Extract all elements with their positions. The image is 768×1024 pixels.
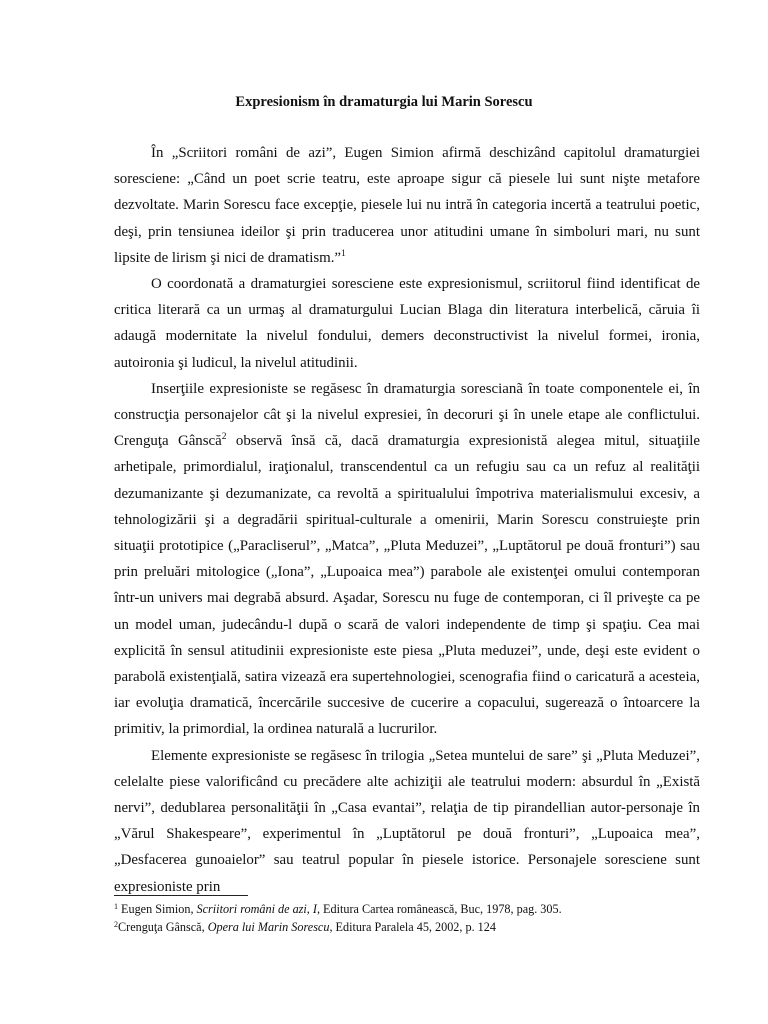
footnote-author: Eugen Simion, xyxy=(118,902,197,916)
paragraph-2: O coordonată a dramaturgiei soresciene este expresionismul, scriitorul fiind identificat de critica literară ca un urmaş al dramaturgului Lucian Blaga din literatura interbelică, căruia îi adaugă modernitate la nivelul fondului, demers deconstructivist la nivelul formei, ironia, autoironia şi ludicul, la nivelul atitudinii. xyxy=(114,276,700,371)
footnote-publication: , Editura Cartea românească, Buc, 1978, pag. 305. xyxy=(316,902,562,916)
footnote-separator xyxy=(114,895,248,896)
paragraph-1 xyxy=(114,140,700,271)
footnote-ref-1[interactable]: 1 xyxy=(341,248,346,259)
footnotes xyxy=(114,900,714,936)
document-body xyxy=(114,140,700,900)
footnote-mark: 1 xyxy=(114,902,118,911)
footnote-publication: , Editura Paralela 45, 2002, p. 124 xyxy=(329,920,496,934)
paragraph-text: În „Scriitori români de azi”, Eugen Simion afirmă deschizând capitolul dramaturgiei soresciene: „Când un poet scrie teatru, este aproape sigur că piesele lui sunt nişte metafore dezvoltate. Marin Sorescu face excepţie, piesele lui nu intră în categoria incertă a teatrului poetic, deşi, prin tensiunea ideilor şi prin traducerea unor atitudini umane în simboluri mari, nu sunt lipsite de lirism şi nici de dramatism.” xyxy=(114,145,700,266)
paragraph-text: Inserţiile expresioniste se regăsesc în dramaturgia sorescianã în toate componentele ei, în construcţia personajelor cât şi la nivelul expresiei, în decoruri şi în unele etape ale conflictului. Crenguţa Gânscă xyxy=(114,380,700,450)
footnote-author: Crenguţa Gânscă, xyxy=(118,920,208,934)
footnote-mark: 2 xyxy=(114,920,118,929)
footnote-1 xyxy=(114,900,714,918)
footnote-ref-2[interactable]: 2 xyxy=(221,432,227,443)
paragraph-3 xyxy=(114,376,700,743)
footnote-2 xyxy=(114,918,714,936)
document-title: Expresionism în dramaturgia lui Marin Sorescu xyxy=(235,94,533,110)
paragraph-text-cont: observă însă că, dacă dramaturgia expresionistă alegea mitul, situaţiile arhetipale, primordialul, iraţionalul, transcendentul ca un refugiu sau ca un refuz al realităţii dezumanizante şi dezumanizate, ca revoltă a spiritualului împotriva materialismului excesiv, a tehnologizării şi a degradării spiritual-culturale a omenirii, Marin Sorescu construieşte prin situaţii prototipice („Paracliserul”, „Matca”, „Pluta Meduzei”, „Luptătorul pe două fronturi”) sau prin preluări mitologice („Iona”, „Lupoaica mea”) parabole ale existenţei omului contemporan într-un univers mai degrabă absurd. Aşadar, Sorescu nu fuge de contemporan, ci îl priveşte ca pe un model uman, judecându-l după o scară de valori independente de timp şi spaţiu. Cea mai explicită în sensul atitudinii expresioniste este piesa „Pluta meduzei”, unde, deşi este evident o parabolă existenţială, satira vizează era supertehnologiei, scenografia fiind o caricatură a acesteia, iar evoluţia dramatică, încercările succesive de cucerire a copacului, sugerează o întoarcere la primitiv, la primordial, la ordinea naturală a lucrurilor. xyxy=(114,433,700,738)
paragraph-4: Elemente expresioniste se regăsesc în trilogia „Setea muntelui de sare” şi „Pluta Meduzei”, celelalte piese valorificând cu precădere alte achiziţii ale teatrului modern: absurdul în „Există nervi”, dedublarea personalităţii în „Casa evantai”, relaţia de tip pirandellian autor-personaje în „Vărul Shakespeare”, experimentul în „Luptătorul pe două fronturi”, „Lupoaica mea”, „Desfacerea gunoaielor” sau teatrul popular în piesele istorice. Personajele soresciene sunt expresioniste prin xyxy=(114,747,700,895)
footnote-work-title: Opera lui Marin Sorescu xyxy=(207,920,330,934)
footnote-work-title: Scriitori români de azi, I xyxy=(196,902,317,916)
